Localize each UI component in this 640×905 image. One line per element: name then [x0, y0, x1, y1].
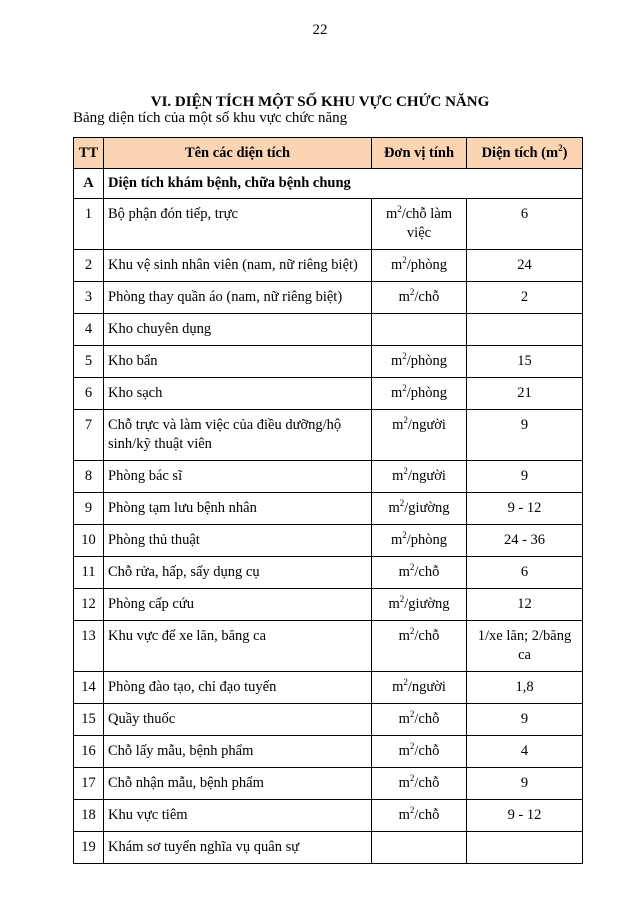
- row-unit: [372, 736, 467, 768]
- unit-base: m: [392, 417, 404, 433]
- group-code: A: [74, 169, 104, 199]
- unit-exponent: 2: [402, 351, 407, 362]
- row-tt-text: 17: [81, 775, 96, 791]
- row-area-text: 24 - 36: [503, 532, 546, 548]
- table-row: [74, 493, 583, 525]
- table-row: [74, 672, 583, 704]
- row-unit-text: [376, 672, 462, 703]
- row-area-text: 6: [520, 564, 529, 580]
- table-row: [74, 800, 583, 832]
- header-area-prefix: Diện tích (m: [481, 144, 559, 161]
- row-unit: [372, 525, 467, 557]
- unit-exponent: 2: [409, 741, 415, 752]
- row-name-text: Khu vực để xe lăn, băng ca: [108, 628, 267, 644]
- unit-rest: /phòng: [406, 385, 448, 401]
- row-tt: [74, 493, 104, 525]
- table-row: [74, 832, 583, 864]
- table-row: [74, 250, 583, 282]
- unit-base: m: [398, 775, 410, 791]
- row-area: [467, 621, 583, 672]
- row-name-text: Quầy thuốc: [108, 711, 176, 727]
- table-caption: Bảng diện tích của một số khu vực chức năng: [73, 110, 348, 126]
- row-name-text: Phòng bác sĩ: [108, 468, 183, 484]
- row-tt-text: 12: [81, 596, 96, 612]
- row-name: [104, 493, 372, 525]
- row-unit-text: [376, 493, 462, 524]
- unit-base: m: [390, 353, 403, 369]
- row-name-text: Chỗ lấy mẫu, bệnh phẩm: [108, 743, 254, 759]
- row-unit: [372, 282, 467, 314]
- unit-exponent: 2: [403, 677, 408, 688]
- table-row: [74, 589, 583, 621]
- row-name-text: Kho chuyên dụng: [108, 321, 212, 337]
- table-row: [74, 461, 583, 493]
- row-area-text: 2: [520, 289, 529, 305]
- row-name-text: Chỗ trực và làm việc của điều dưỡng/hộ sinh/kỹ thuật viên: [108, 417, 342, 452]
- row-name-text: Phòng tạm lưu bệnh nhân: [108, 500, 257, 516]
- row-name: [104, 410, 372, 461]
- row-area: [467, 378, 583, 410]
- unit-rest: /chỗ: [414, 564, 440, 580]
- unit-exponent: 2: [409, 773, 415, 784]
- unit-rest: /phòng: [406, 353, 448, 369]
- row-unit-text: [376, 557, 462, 588]
- row-unit: [372, 493, 467, 525]
- unit-rest: /chỗ: [414, 743, 440, 759]
- unit-rest: /chỗ: [414, 289, 440, 305]
- row-tt: [74, 832, 104, 864]
- row-area-text: 9: [520, 468, 529, 484]
- row-tt-text: 14: [81, 679, 96, 695]
- row-name: [104, 736, 372, 768]
- header-area: [467, 138, 583, 169]
- row-area-text: 1/xe lăn; 2/băng ca: [477, 628, 572, 663]
- unit-base: m: [390, 257, 403, 273]
- row-unit: [372, 589, 467, 621]
- row-name: [104, 461, 372, 493]
- unit-base: m: [388, 596, 400, 612]
- row-name: [104, 557, 372, 589]
- unit-exponent: 2: [403, 415, 408, 426]
- area-table: [73, 137, 583, 864]
- row-area-text: 15: [517, 353, 532, 369]
- row-name: [104, 250, 372, 282]
- unit-base: m: [398, 743, 410, 759]
- row-name: [104, 672, 372, 704]
- unit-exponent: 2: [409, 709, 415, 720]
- unit-base: m: [390, 385, 403, 401]
- row-name: [104, 768, 372, 800]
- row-area-text: 4: [520, 743, 529, 759]
- table-row: [74, 199, 583, 250]
- row-area-text: 9: [520, 711, 529, 727]
- row-unit-text: [376, 832, 462, 844]
- unit-rest: /giường: [404, 596, 450, 612]
- unit-rest: /người: [407, 679, 446, 695]
- row-name-text: Phòng đào tạo, chỉ đạo tuyến: [108, 679, 277, 695]
- row-tt: [74, 768, 104, 800]
- unit-exponent: 2: [399, 594, 405, 605]
- unit-base: m: [392, 679, 404, 695]
- unit-exponent: 2: [402, 530, 407, 541]
- row-tt: [74, 672, 104, 704]
- row-name: [104, 314, 372, 346]
- row-tt-text: 1: [84, 206, 93, 222]
- unit-exponent: 2: [397, 204, 402, 215]
- row-tt-text: 19: [81, 839, 96, 855]
- group-title: Diện tích khám bệnh, chữa bệnh chung: [104, 169, 583, 199]
- row-name-text: Khám sơ tuyển nghĩa vụ quân sự: [108, 839, 300, 855]
- row-area-text: [471, 832, 578, 844]
- row-unit: [372, 768, 467, 800]
- row-tt-text: 10: [81, 532, 96, 548]
- row-name: [104, 199, 372, 250]
- table-row: [74, 704, 583, 736]
- row-unit-text: [376, 314, 462, 326]
- row-tt-text: 7: [84, 417, 93, 433]
- row-area: [467, 493, 583, 525]
- unit-base: m: [385, 206, 398, 222]
- row-tt-text: 2: [84, 257, 93, 273]
- row-area-text: 9: [520, 417, 529, 433]
- row-tt-text: 4: [84, 321, 93, 337]
- row-name-text: Kho bẩn: [108, 353, 158, 369]
- row-area-text: 12: [517, 596, 532, 612]
- row-tt: [74, 282, 104, 314]
- row-area: [467, 557, 583, 589]
- row-unit: [372, 621, 467, 672]
- row-tt: [74, 250, 104, 282]
- row-unit: [372, 557, 467, 589]
- row-unit-text: [376, 378, 462, 409]
- row-tt: [74, 704, 104, 736]
- group-row: [74, 169, 583, 199]
- table-row: [74, 736, 583, 768]
- row-area: [467, 768, 583, 800]
- row-area: [467, 800, 583, 832]
- row-area: [467, 282, 583, 314]
- row-tt: [74, 736, 104, 768]
- table-row: [74, 314, 583, 346]
- unit-exponent: 2: [409, 626, 415, 637]
- row-name: [104, 525, 372, 557]
- row-area: [467, 672, 583, 704]
- row-unit-text: [376, 250, 462, 281]
- row-tt: [74, 410, 104, 461]
- row-name-text: Khu vệ sinh nhân viên (nam, nữ riêng biệt): [108, 257, 358, 273]
- header-area-suffix: ): [562, 144, 568, 161]
- row-tt: [74, 557, 104, 589]
- row-area: [467, 199, 583, 250]
- row-name-text: Chỗ rửa, hấp, sấy dụng cụ: [108, 564, 260, 580]
- row-tt-text: 18: [81, 807, 96, 823]
- row-unit: [372, 199, 467, 250]
- table-row: [74, 282, 583, 314]
- unit-base: m: [398, 564, 410, 580]
- unit-base: m: [392, 468, 404, 484]
- unit-base: m: [390, 532, 403, 548]
- page-number: 22: [312, 22, 328, 38]
- unit-exponent: 2: [409, 562, 415, 573]
- row-area: [467, 250, 583, 282]
- unit-rest: /người: [407, 417, 446, 433]
- row-area: [467, 314, 583, 346]
- row-unit-text: [376, 621, 462, 652]
- row-unit-text: [376, 704, 462, 735]
- unit-rest: /chỗ: [414, 775, 440, 791]
- row-tt: [74, 525, 104, 557]
- unit-exponent: 2: [409, 287, 415, 298]
- row-name: [104, 704, 372, 736]
- unit-exponent: 2: [409, 805, 415, 816]
- unit-base: m: [398, 807, 410, 823]
- row-area-text: 9: [520, 775, 529, 791]
- row-area: [467, 461, 583, 493]
- row-unit: [372, 378, 467, 410]
- unit-rest: /chỗ làm việc: [401, 206, 453, 241]
- row-tt-text: 6: [84, 385, 93, 401]
- unit-base: m: [398, 628, 410, 644]
- row-unit: [372, 410, 467, 461]
- section-heading: VI. DIỆN TÍCH MỘT SỐ KHU VỰC CHỨC NĂNG: [150, 94, 490, 110]
- row-unit-text: [376, 346, 462, 377]
- row-name: [104, 832, 372, 864]
- row-area: [467, 704, 583, 736]
- row-unit: [372, 832, 467, 864]
- row-tt: [74, 621, 104, 672]
- table-row: [74, 621, 583, 672]
- row-name-text: Bộ phận đón tiếp, trực: [108, 206, 238, 222]
- row-unit-text: [376, 199, 462, 249]
- row-area-text: [471, 314, 578, 326]
- row-area-text: 1,8: [515, 679, 534, 695]
- row-name-text: Phòng thay quần áo (nam, nữ riêng biệt): [108, 289, 343, 305]
- unit-rest: /chỗ: [414, 807, 440, 823]
- row-name: [104, 800, 372, 832]
- unit-rest: /phòng: [406, 257, 448, 273]
- row-name: [104, 621, 372, 672]
- table-row: [74, 768, 583, 800]
- row-tt: [74, 589, 104, 621]
- row-area: [467, 346, 583, 378]
- row-area-text: 9 - 12: [507, 807, 542, 823]
- row-unit-text: [376, 410, 462, 441]
- row-name: [104, 282, 372, 314]
- row-tt-text: 11: [81, 564, 96, 580]
- row-unit: [372, 704, 467, 736]
- row-name: [104, 378, 372, 410]
- row-tt-text: 13: [81, 628, 96, 644]
- row-name-text: Phòng cấp cứu: [108, 596, 194, 612]
- row-area-text: 24: [517, 257, 532, 273]
- row-tt: [74, 199, 104, 250]
- row-tt: [74, 800, 104, 832]
- row-unit-text: [376, 461, 462, 492]
- row-area: [467, 736, 583, 768]
- row-area-text: 6: [520, 206, 529, 222]
- unit-rest: /chỗ: [414, 711, 440, 727]
- row-area-text: 21: [517, 385, 532, 401]
- row-area: [467, 832, 583, 864]
- row-name: [104, 589, 372, 621]
- unit-exponent: 2: [403, 466, 408, 477]
- table-row: [74, 378, 583, 410]
- unit-rest: /chỗ: [414, 628, 440, 644]
- table-row: [74, 346, 583, 378]
- row-tt: [74, 461, 104, 493]
- row-tt: [74, 378, 104, 410]
- row-name-text: Phòng thủ thuật: [108, 532, 200, 548]
- row-name-text: Khu vực tiêm: [108, 807, 188, 823]
- row-unit-text: [376, 800, 462, 831]
- row-tt-text: 5: [84, 353, 93, 369]
- row-name-text: Kho sạch: [108, 385, 163, 401]
- unit-exponent: 2: [402, 255, 407, 266]
- unit-rest: /người: [407, 468, 446, 484]
- row-tt-text: 9: [84, 500, 93, 516]
- row-unit-text: [376, 525, 462, 556]
- unit-base: m: [388, 500, 400, 516]
- row-tt-text: 15: [81, 711, 96, 727]
- row-tt: [74, 314, 104, 346]
- row-unit: [372, 672, 467, 704]
- unit-base: m: [398, 289, 410, 305]
- row-unit: [372, 250, 467, 282]
- row-name-text: Chỗ nhận mẫu, bệnh phẩm: [108, 775, 264, 791]
- row-unit: [372, 800, 467, 832]
- unit-exponent: 2: [399, 498, 405, 509]
- row-unit-text: [376, 589, 462, 620]
- unit-base: m: [398, 711, 410, 727]
- unit-exponent: 2: [402, 383, 407, 394]
- header-tt: TT: [74, 138, 104, 169]
- row-unit-text: [376, 736, 462, 767]
- row-area: [467, 589, 583, 621]
- unit-rest: /giường: [404, 500, 450, 516]
- row-unit: [372, 461, 467, 493]
- header-name: Tên các diện tích: [104, 138, 372, 169]
- row-unit-text: [376, 282, 462, 313]
- table-row: [74, 525, 583, 557]
- row-tt-text: 8: [84, 468, 93, 484]
- row-area: [467, 410, 583, 461]
- row-tt-text: 3: [84, 289, 93, 305]
- header-unit: Đơn vị tính: [372, 138, 467, 169]
- row-unit: [372, 314, 467, 346]
- table-header-row: [74, 138, 583, 169]
- row-area: [467, 525, 583, 557]
- row-unit-text: [376, 768, 462, 799]
- unit-rest: /phòng: [406, 532, 448, 548]
- row-name: [104, 346, 372, 378]
- row-tt: [74, 346, 104, 378]
- table-row: [74, 557, 583, 589]
- row-unit: [372, 346, 467, 378]
- row-tt-text: 16: [81, 743, 96, 759]
- table-row: [74, 410, 583, 461]
- row-area-text: 9 - 12: [507, 500, 542, 516]
- header-area-sup: 2: [558, 142, 563, 153]
